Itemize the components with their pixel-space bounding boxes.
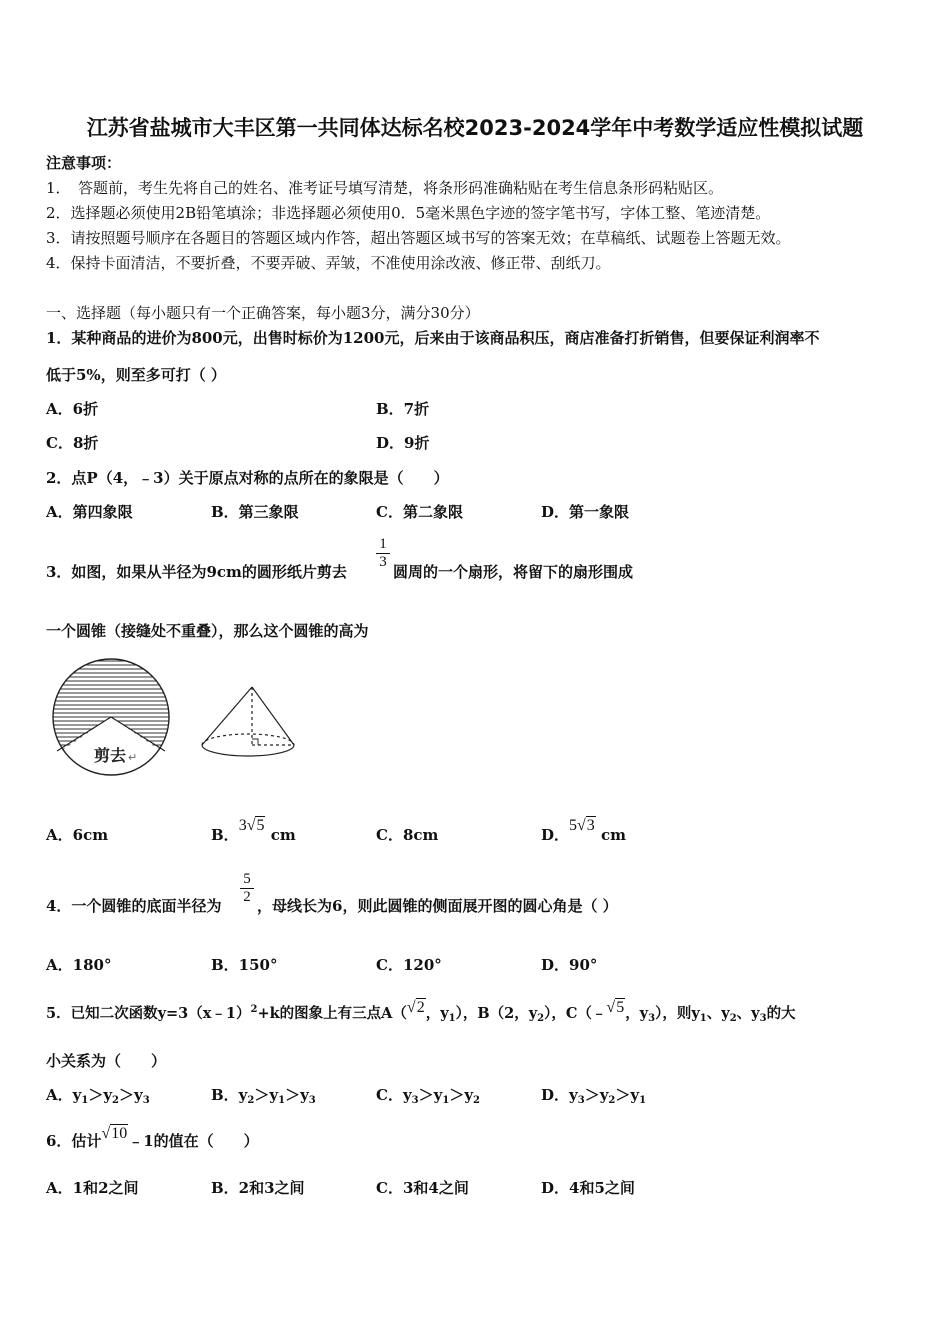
q6-option-d: D．4和5之间 bbox=[541, 1179, 635, 1197]
q1-option-b: B．7折 bbox=[376, 400, 430, 418]
text: 的大 bbox=[766, 1005, 796, 1022]
q1-option-a: A．6折 bbox=[46, 400, 99, 418]
q5-option-d bbox=[541, 1084, 646, 1106]
text: ，y bbox=[625, 1005, 649, 1022]
radicand: 10 bbox=[111, 1125, 128, 1142]
option-label: B． bbox=[211, 826, 239, 844]
text: 6．估计 bbox=[46, 1132, 102, 1150]
unit: cm bbox=[270, 826, 296, 844]
subscript: 1 bbox=[448, 1013, 456, 1024]
text: A．y bbox=[46, 1086, 82, 1104]
text: ＞y bbox=[119, 1086, 143, 1104]
q4-option-c: C．120° bbox=[376, 956, 442, 974]
radicand: 3 bbox=[586, 817, 595, 834]
q3-figure bbox=[44, 655, 304, 790]
q5-option-c bbox=[376, 1084, 480, 1106]
text: C．y bbox=[376, 1086, 412, 1104]
text: ＞y bbox=[254, 1086, 279, 1104]
radicand: 5 bbox=[616, 999, 625, 1016]
cut-label: 剪去 bbox=[94, 746, 127, 765]
q1-option-c: C．8折 bbox=[46, 434, 99, 452]
superscript: 2 bbox=[250, 1004, 258, 1015]
notice-item: 1． 答题前，考生先将自己的姓名、准考证号填写清楚，将条形码准确粘贴在考生信息条形码粘贴区。 bbox=[46, 179, 724, 197]
text: ），则y bbox=[655, 1005, 700, 1022]
text: ＞y bbox=[88, 1086, 113, 1104]
subscript: 3 bbox=[308, 1095, 316, 1106]
text: 、y bbox=[736, 1005, 760, 1022]
coefficient: 5 bbox=[569, 817, 578, 834]
text: ＞y bbox=[584, 1086, 609, 1104]
subscript: 3 bbox=[142, 1095, 150, 1106]
coefficient: 3 bbox=[238, 817, 247, 834]
q5-option-a bbox=[46, 1084, 150, 1106]
q2-option-d: D．第一象限 bbox=[541, 503, 630, 521]
fraction-numerator: 5 bbox=[243, 871, 251, 887]
fraction-numerator: 1 bbox=[379, 536, 387, 552]
q3-option-d bbox=[541, 817, 627, 845]
notice-item: 4．保持卡面清洁，不要折叠，不要弄破、弄皱，不准使用涂改液、修正带、刮纸刀。 bbox=[46, 254, 611, 272]
q5-stem bbox=[46, 999, 796, 1024]
subscript: 3 bbox=[411, 1095, 419, 1106]
unit: cm bbox=[601, 826, 627, 844]
subscript: 1 bbox=[278, 1095, 286, 1106]
q3-stem-cont: 一个圆锥（接缝处不重叠），那么这个圆锥的高为 bbox=[46, 622, 369, 640]
q5-stem-cont: 小关系为（ ） bbox=[46, 1052, 167, 1070]
q5-option-b bbox=[211, 1084, 316, 1106]
q6-option-b: B．2和3之间 bbox=[211, 1179, 305, 1197]
radical: 5√3 bbox=[569, 817, 595, 834]
subscript: 2 bbox=[729, 1013, 737, 1024]
text: D．y bbox=[541, 1086, 578, 1104]
q3-stem-after: 圆周的一个扇形，将留下的扇形围成 bbox=[393, 563, 634, 581]
subscript: 3 bbox=[648, 1013, 656, 1024]
q3-option-c: C．8cm bbox=[376, 826, 439, 844]
page-title: 江苏省盐城市大丰区第一共同体达标名校2023-2024学年中考数学适应性模拟试题 bbox=[86, 116, 864, 140]
q4-stem-after: ，母线长为6，则此圆锥的侧面展开图的圆心角是（ ） bbox=[257, 897, 618, 915]
q2-option-a: A．第四象限 bbox=[46, 503, 133, 521]
radical: √10 bbox=[101, 1125, 128, 1142]
text: 、y bbox=[706, 1005, 730, 1022]
section-heading: 一、选择题（每小题只有一个正确答案，每小题3分，满分30分） bbox=[46, 304, 480, 322]
q2-stem: 2．点P（4，﹣3）关于原点对称的点所在的象限是（ ） bbox=[46, 469, 449, 487]
subscript: 1 bbox=[639, 1095, 647, 1106]
q4-option-b: B．150° bbox=[211, 956, 278, 974]
subscript: 3 bbox=[577, 1095, 585, 1106]
radicand: 2 bbox=[416, 999, 425, 1016]
q3-option-b bbox=[211, 817, 296, 845]
text: ＞y bbox=[615, 1086, 640, 1104]
subscript: 1 bbox=[442, 1095, 450, 1106]
fraction-denominator: 2 bbox=[240, 888, 254, 906]
subscript: 3 bbox=[759, 1013, 767, 1024]
q2-option-c: C．第二象限 bbox=[376, 503, 463, 521]
text: ﹣1的值在（ ） bbox=[128, 1132, 259, 1150]
cone-figure bbox=[202, 687, 294, 756]
text: ），C（﹣ bbox=[544, 1005, 607, 1022]
q1-stem: 1．某种商品的进价为800元，出售时标价为1200元，后来由于该商品积压，商店准备打折销售，但要保证利润率不 bbox=[46, 329, 820, 347]
q1-option-d: D．9折 bbox=[376, 434, 430, 452]
text: ＞y bbox=[449, 1086, 474, 1104]
text: ），B（2，y bbox=[455, 1005, 538, 1022]
radical: √2 bbox=[406, 999, 425, 1016]
q3-option-a: A．6cm bbox=[46, 826, 109, 844]
option-label: D． bbox=[541, 826, 570, 844]
text: 5．已知二次函数y=3（x﹣1） bbox=[46, 1005, 251, 1022]
q4-stem: 4．一个圆锥的底面半径为 bbox=[46, 897, 222, 915]
text: ，y bbox=[425, 1005, 449, 1022]
q4-option-d: D．90° bbox=[541, 956, 598, 974]
notice-heading: 注意事项： bbox=[46, 154, 122, 172]
notice-item: 2．选择题必须使用2B铅笔填涂；非选择题必须使用0．5毫米黑色字迹的签字笔书写，字体工整、笔迹清楚。 bbox=[46, 204, 771, 222]
subscript: 1 bbox=[699, 1013, 707, 1024]
subscript: 2 bbox=[247, 1095, 255, 1106]
q6-stem bbox=[46, 1125, 259, 1151]
q4-fraction bbox=[240, 871, 254, 906]
subscript: 2 bbox=[537, 1013, 545, 1024]
q2-option-b: B．第三象限 bbox=[211, 503, 299, 521]
q4-option-a: A．180° bbox=[46, 956, 112, 974]
radical: √5 bbox=[606, 999, 625, 1016]
text: ＞y bbox=[418, 1086, 443, 1104]
text: +k的图象上有三点A（ bbox=[257, 1005, 407, 1022]
q6-option-a: A．1和2之间 bbox=[46, 1179, 139, 1197]
text: ＞y bbox=[285, 1086, 309, 1104]
subscript: 2 bbox=[608, 1095, 616, 1106]
q6-option-c: C．3和4之间 bbox=[376, 1179, 469, 1197]
fraction-denominator: 3 bbox=[376, 553, 390, 571]
radicand: 5 bbox=[256, 817, 265, 834]
subscript: 1 bbox=[81, 1095, 89, 1106]
subscript: 2 bbox=[112, 1095, 120, 1106]
q1-stem-cont: 低于5%，则至多可打（ ） bbox=[46, 366, 226, 384]
q3-fraction bbox=[376, 536, 390, 571]
q3-stem: 3．如图，如果从半径为9cm的圆形纸片剪去 bbox=[46, 563, 347, 581]
subscript: 2 bbox=[473, 1095, 480, 1106]
svg-text:↵: ↵ bbox=[128, 751, 138, 764]
notice-item: 3．请按照题号顺序在各题目的答题区域内作答，超出答题区域书写的答案无效；在草稿纸、试题卷上答题无效。 bbox=[46, 229, 791, 247]
radical: 3√5 bbox=[238, 817, 265, 834]
text: B．y bbox=[211, 1086, 248, 1104]
